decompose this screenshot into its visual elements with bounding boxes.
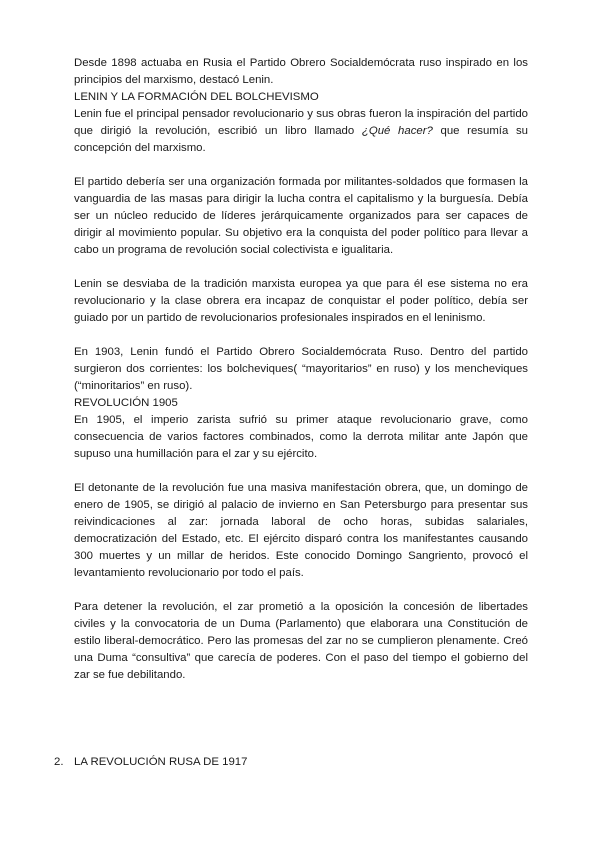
document-body [74,55,528,684]
paragraph-lenin-pensador [74,106,528,157]
section-title: LA REVOLUCIÓN RUSA DE 1917 [74,756,248,768]
section-number: 2. [54,756,64,768]
paragraph-detener-revolucion: Para detener la revolución, el zar prometió a la oposición la concesión de libertades civiles y la convocatoria de un Duma (Parlamento) que elaborara una Constitución de estilo liberal-democrático. Pero las promesas del zar no se cumplieron plenamente. Creó una Duma “consultiva” que carecía de poderes. Con el paso del tiempo el gobierno del zar se fue debilitando. [74,601,528,681]
heading-revolucion-1905: REVOLUCIÓN 1905 [74,397,178,409]
paragraph-1905-ataque: En 1905, el imperio zarista sufrió su primer ataque revolucionario grave, como consecuencia de varios factores combinados, como la derrota militar ante Japón que supuso una humillación para el zar y su ejército. [74,414,528,460]
paragraph-1903: En 1903, Lenin fundó el Partido Obrero Socialdemócrata Ruso. Dentro del partido surgieron dos corrientes: los bolcheviques( “mayoritarios” en ruso) y los mencheviques (“minoritarios” en ruso). [74,346,528,392]
paragraph-tradicion-marxista: Lenin se desviaba de la tradición marxista europea ya que para él ese sistema no era revolucionario y la clase obrera era incapaz de conquistar el poder político, debía ser guiado por un partido de revolucionarios profesionales inspirados en el leninismo. [74,278,528,324]
paragraph-detonante: El detonante de la revolución fue una masiva manifestación obrera, que, un domingo de enero de 1905, se dirigió al palacio de invierno en San Petersburgo para presentar sus reivindicaciones al zar: jornada laboral de ocho horas, subidas salariales, democratización del Estado, etc. El ejército disparó contra los manifestantes causando 300 muertes y un millar de heridos. Este conocido Domingo Sangriento, provocó el levantamiento revolucionario por todo el país. [74,482,528,579]
paragraph-partido: El partido debería ser una organización formada por militantes-soldados que formasen la vanguardia de las masas para dirigir la lucha contra el capitalismo y la burguesía. Debía ser un núcleo reducido de líderes jerárquicamente organizados para ser capaces de dirigir al movimiento popular. Su objetivo era la conquista del poder político para llevar a cabo un programa de revolución social colectivista e igualitaria. [74,176,528,256]
heading-lenin-bolchevismo: LENIN Y LA FORMACIÓN DEL BOLCHEVISMO [74,91,319,103]
heading-revolucion-1917 [54,756,247,768]
text-segment: Lenin fue el principal pensador revolucionario y sus obras fueron la inspiración del partido que dirigió la revolución, escribió un libro llamado [74,108,528,137]
book-title: ¿Qué hacer? [361,125,433,137]
text-segment: que resumía su concepción del marxismo. [74,125,528,154]
intro-paragraph: Desde 1898 actuaba en Rusia el Partido Obrero Socialdemócrata ruso inspirado en los principios del marxismo, destacó Lenin. [74,57,528,86]
